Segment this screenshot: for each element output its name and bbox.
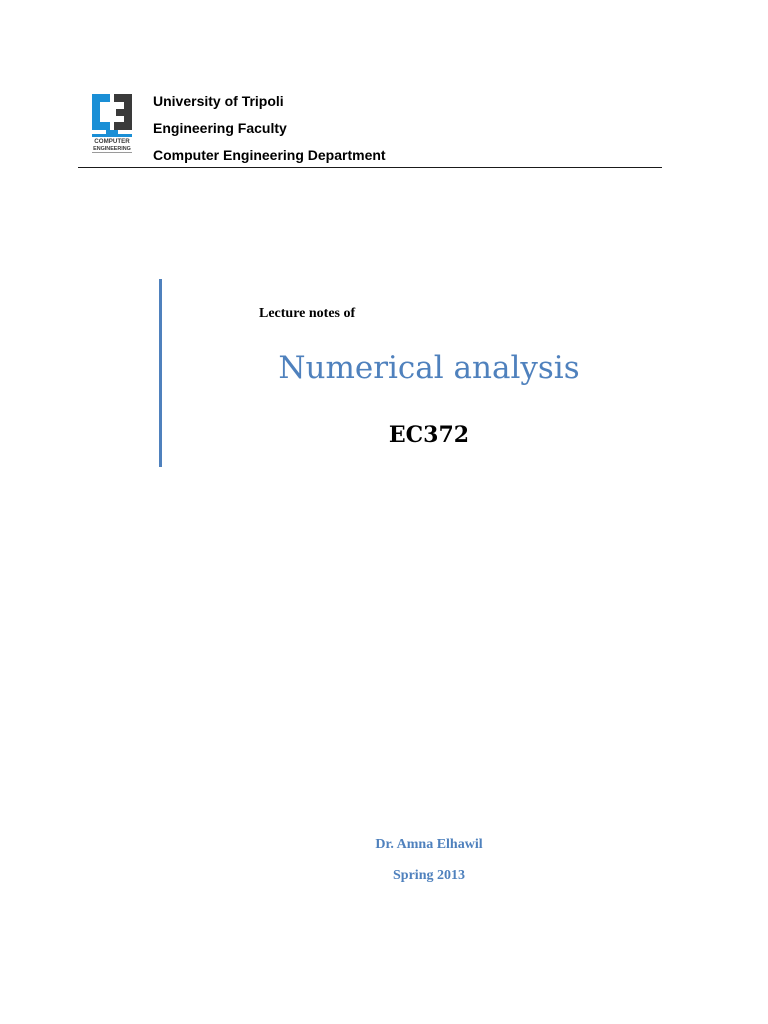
course-code: EC372	[388, 422, 470, 448]
term-date: Spring 2013	[393, 868, 465, 883]
institution-header	[153, 92, 386, 173]
logo-text-line1: COMPUTER	[94, 138, 130, 145]
lecture-label: Lecture notes of	[259, 306, 356, 321]
header-divider	[78, 167, 662, 168]
department-name: Computer Engineering Department	[153, 147, 386, 163]
logo-text-line2: ENGINEERING	[93, 146, 131, 152]
document-title: Numerical analysis	[278, 350, 580, 386]
author-name: Dr. Amna Elhawil	[375, 837, 483, 852]
university-name: University of Tripoli	[153, 93, 284, 109]
computer-engineering-logo-icon	[86, 92, 138, 154]
faculty-name: Engineering Faculty	[153, 120, 287, 136]
